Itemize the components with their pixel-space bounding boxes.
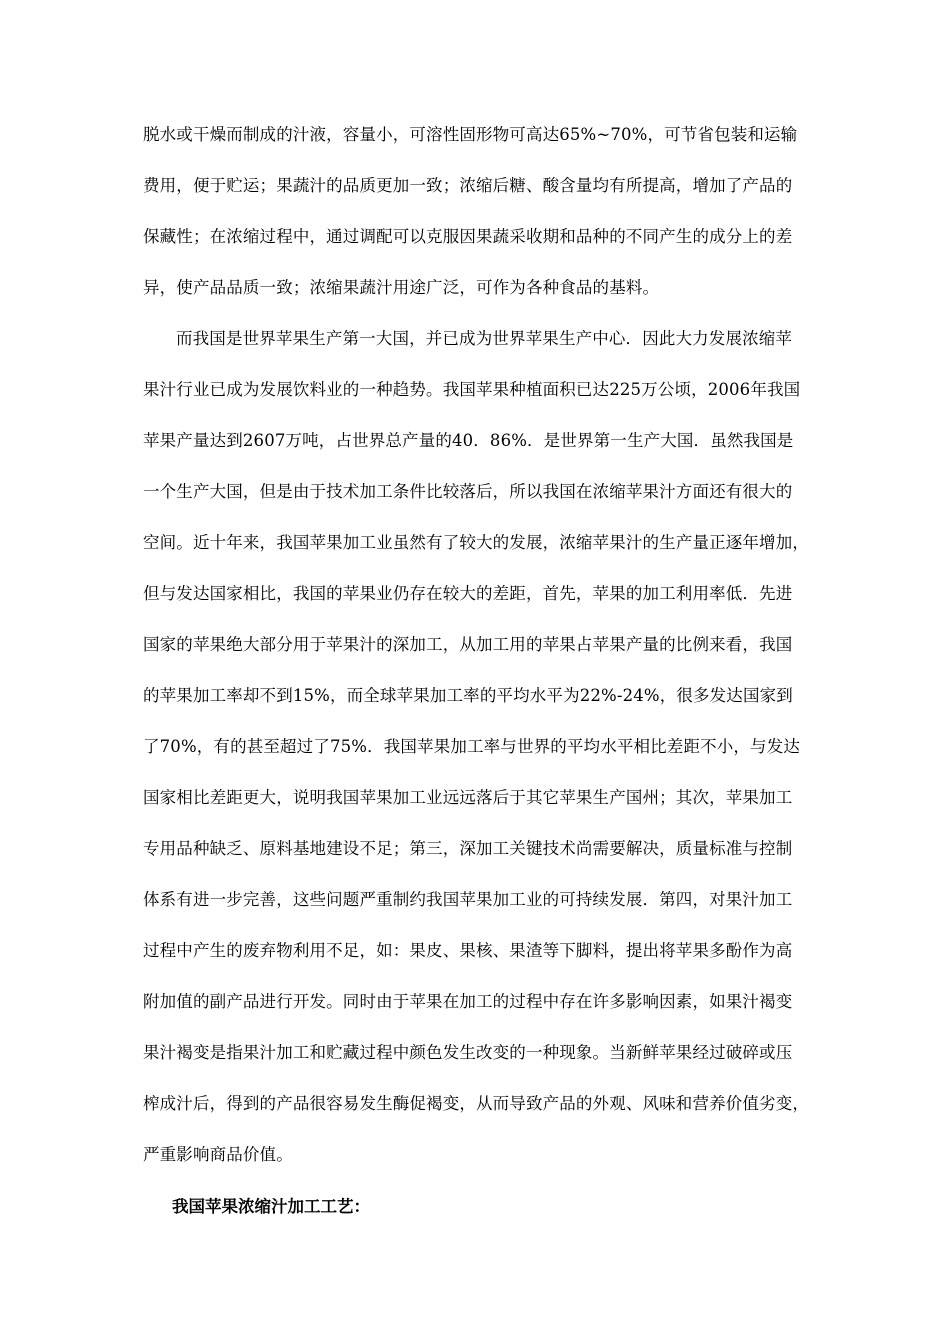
section-heading: 我国苹果浓缩汁加工工艺：	[172, 1197, 370, 1216]
text-line: 苹果产量达到2607万吨，占世界总产量的40．86%．是世界第一生产大国．虽然我国是	[143, 431, 794, 450]
text-line: 果汁行业已成为发展饮料业的一种趋势。我国苹果种植面积已达225万公顷，2006年我国	[143, 380, 801, 399]
text-line: 空间。近十年来，我国苹果加工业虽然有了较大的发展，浓缩苹果汁的生产量正逐年增加，	[143, 533, 809, 552]
text-line: 过程中产生的废弃物利用不足，如：果皮、果核、果渣等下脚料，提出将苹果多酚作为高	[143, 941, 793, 960]
text-line: 异，使产品品质一致；浓缩果蔬汁用途广泛，可作为各种食品的基料。	[143, 278, 660, 297]
text-line: 保藏性；在浓缩过程中，通过调配可以克服因果蔬采收期和品种的不同产生的成分上的差	[143, 227, 793, 246]
text-line: 一个生产大国，但是由于技术加工条件比较落后，所以我国在浓缩苹果汁方面还有很大的	[143, 482, 793, 501]
text-line: 脱水或干燥而制成的汁液，容量小，可溶性固形物可高达65%~70%，可节省包装和运输	[143, 125, 798, 144]
text-line: 费用，便于贮运；果蔬汁的品质更加一致；浓缩后糖、酸含量均有所提高，增加了产品的	[143, 176, 793, 195]
text-line: 国家的苹果绝大部分用于苹果汁的深加工，从加工用的苹果占苹果产量的比例来看，我国	[143, 635, 793, 654]
paragraph-concentrated-juice	[143, 117, 805, 321]
text-line: 体系有进一步完善，这些问题严重制约我国苹果加工业的可持续发展．第四，对果汁加工	[143, 890, 793, 909]
text-line: 国家相比差距更大，说明我国苹果加工业远远落后于其它苹果生产国州；其次，苹果加工	[143, 788, 793, 807]
text-line: 果汁褐变是指果汁加工和贮藏过程中颜色发生改变的一种现象。当新鲜苹果经过破碎或压	[143, 1043, 793, 1062]
paragraph-apple-industry	[143, 321, 809, 1188]
text-line: 专用品种缺乏、原料基地建设不足；第三，深加工关键技术尚需要解决，质量标准与控制	[143, 839, 793, 858]
text-line: 了70%，有的甚至超过了75%．我国苹果加工率与世界的平均水平相比差距不小，与发达	[143, 737, 800, 756]
document-page	[143, 117, 809, 1229]
text-line: 而我国是世界苹果生产第一大国，并已成为世界苹果生产中心．因此大力发展浓缩苹	[176, 329, 793, 348]
text-line: 严重影响商品价值。	[143, 1145, 293, 1164]
text-line: 的苹果加工率却不到15%，而全球苹果加工率的平均水平为22%-24%，很多发达国家到	[143, 686, 793, 705]
text-line: 附加值的副产品进行开发。同时由于苹果在加工的过程中存在许多影响因素，如果汁褐变	[143, 992, 793, 1011]
text-line: 榨成汁后，得到的产品很容易发生酶促褐变，从而导致产品的外观、风味和营养价值劣变，	[143, 1094, 809, 1113]
text-line: 但与发达国家相比，我国的苹果业仍存在较大的差距，首先，苹果的加工利用率低．先进	[143, 584, 793, 603]
